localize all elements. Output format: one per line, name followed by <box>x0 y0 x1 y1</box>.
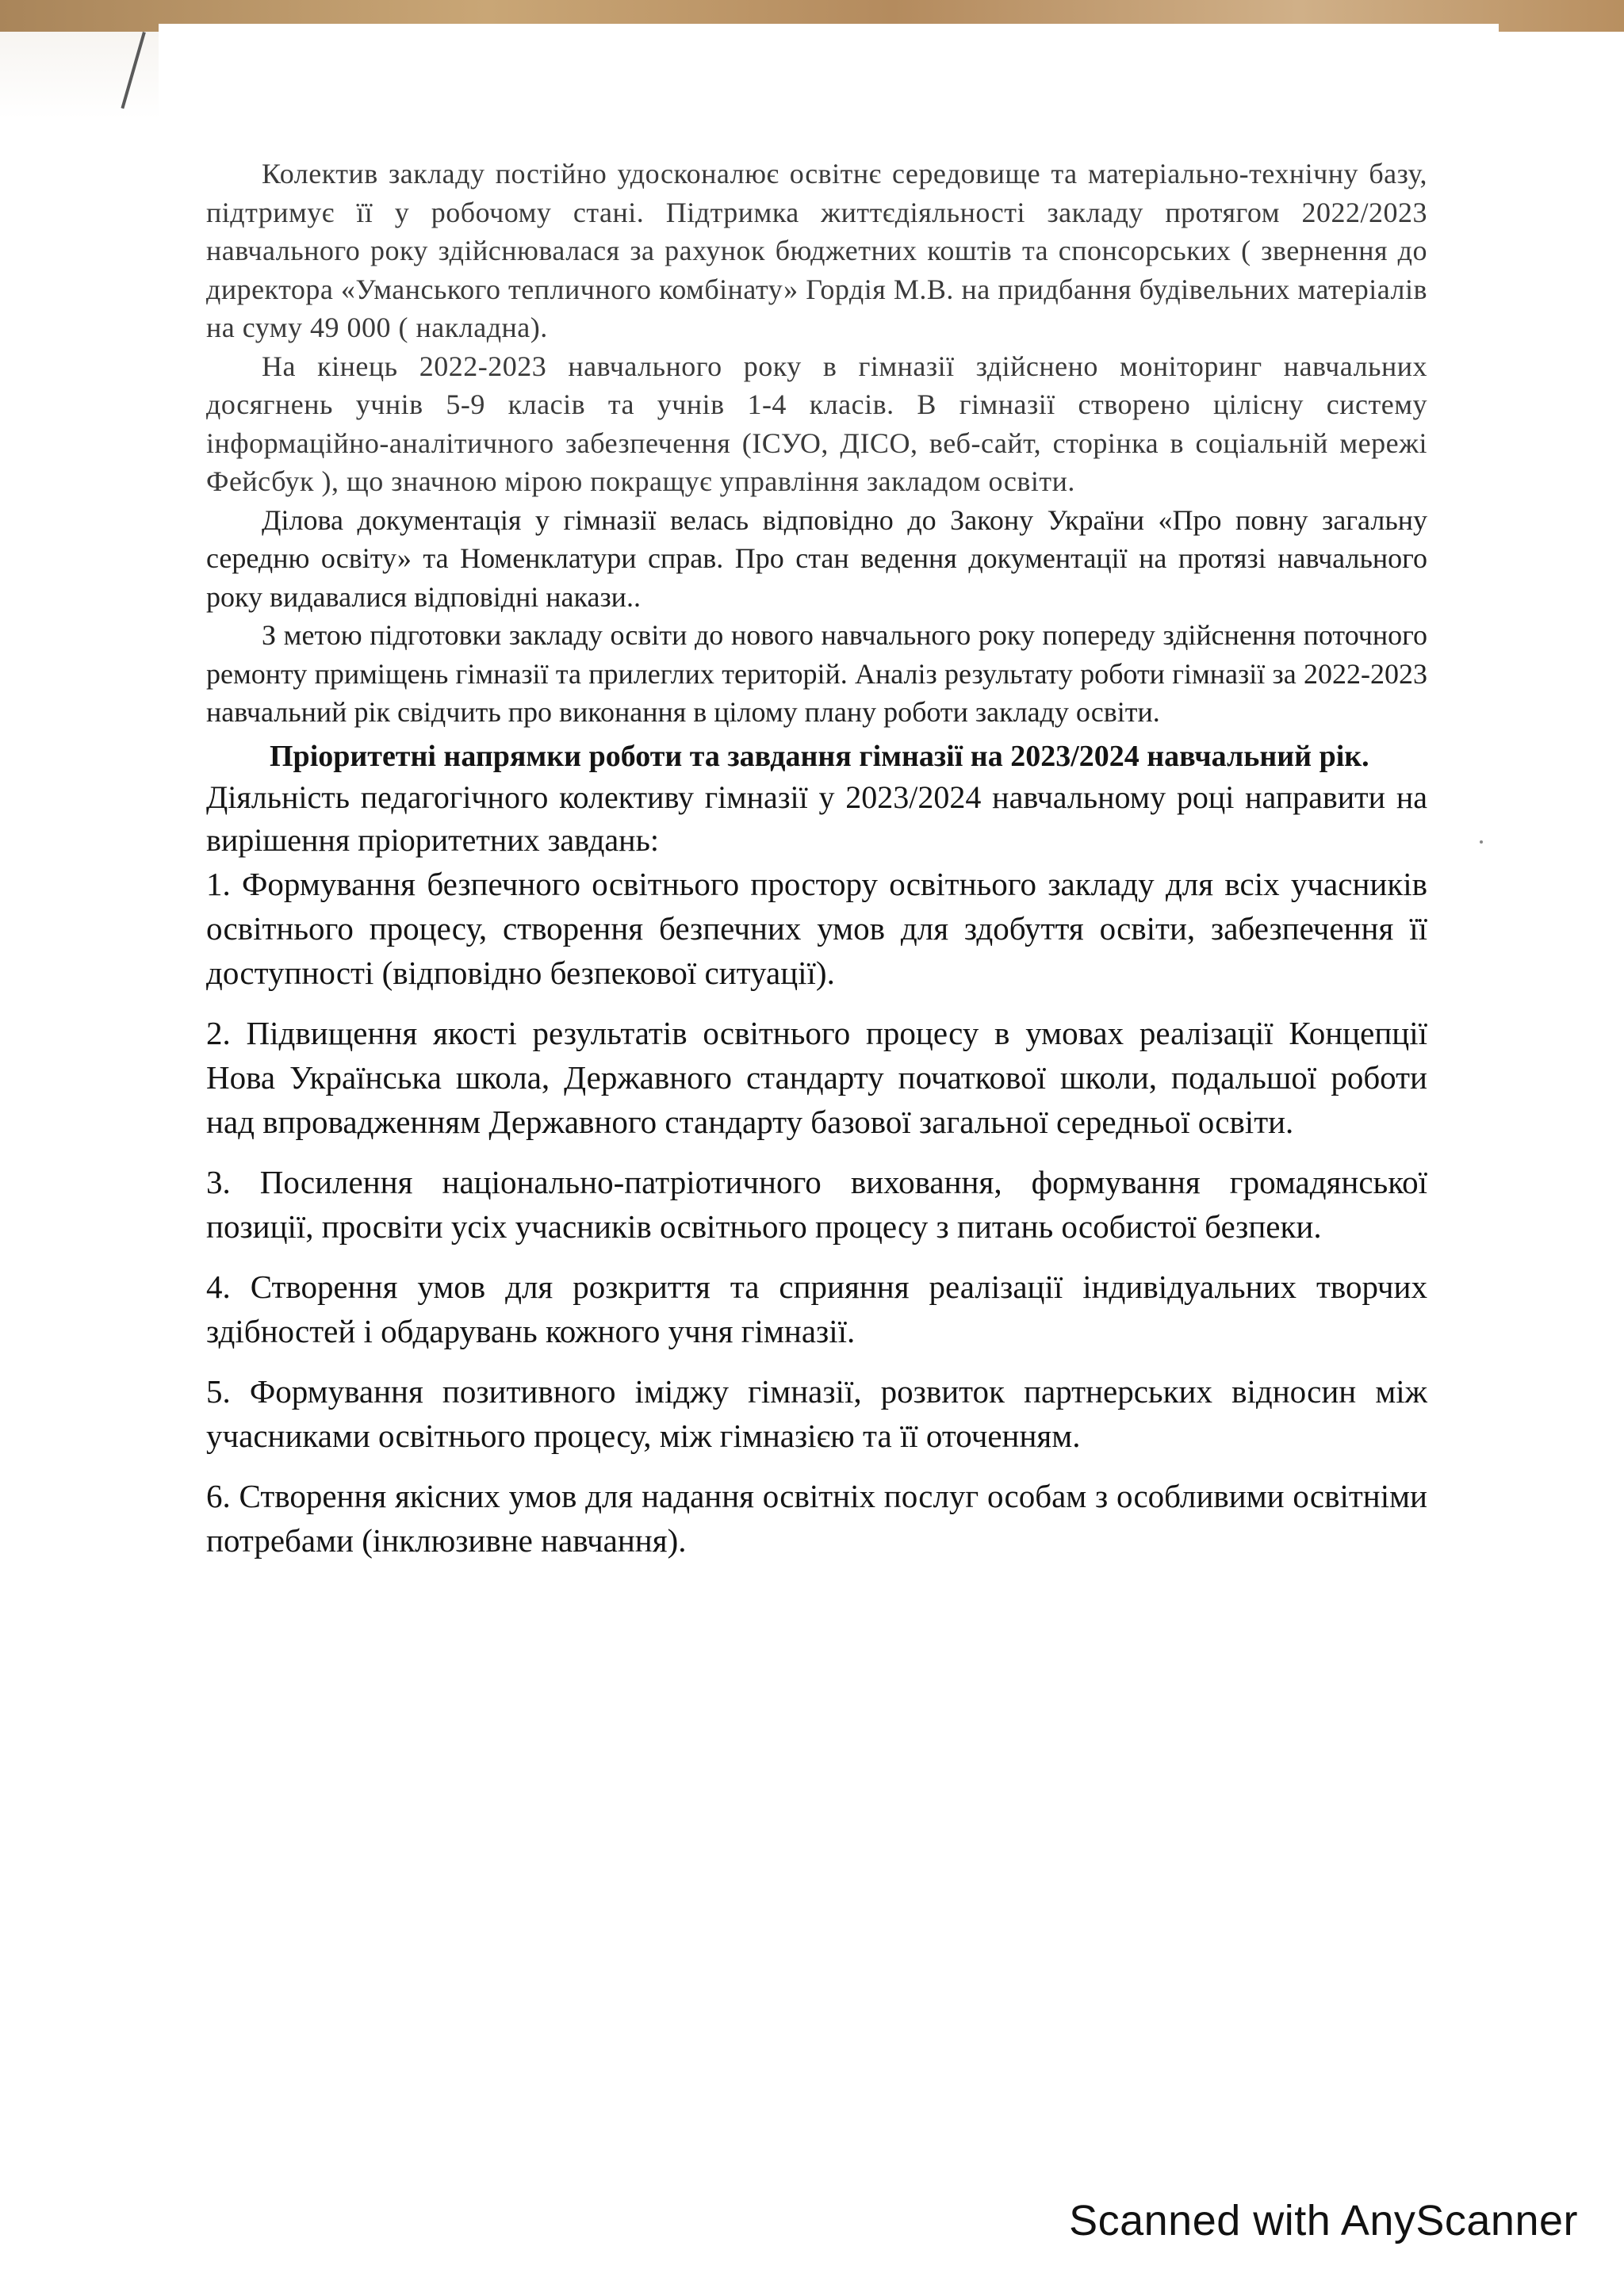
priority-item-3: 3. Посилення національно-патріотичного виховання, формування громадянської позиції, просвіти усіх учасників освітнього процесу з питань особистої безпеки. <box>206 1163 1427 1245</box>
lead-paragraph: Діяльність педагогічного колективу гімназії у 2023/2024 навчальному році направити на вирішення пріоритетних завдань: <box>206 779 1427 858</box>
priority-item-2: 2. Підвищення якості результатів освітнього процесу в умовах реалізації Концепції Нова Українська школа, Державного стандарту початкової школи, подальшої роботи над впровадженням Державного стандарту базової загальної середньої освіти. <box>206 1014 1427 1140</box>
paragraph-documentation: Ділова документація у гімназії велась відповідно до Закону України «Про повну загальну середню освіту» та Номенклатури справ. Про стан ведення документації на протязі навчального року видавалися відповідні накази.. <box>206 503 1427 613</box>
document-body <box>206 155 1427 1563</box>
priority-item-5: 5. Формування позитивного іміджу гімназії, розвиток партнерських відносин між учасниками освітнього процесу, між гімназією та її оточенням. <box>206 1372 1427 1454</box>
paragraph-preparation: З метою підготовки закладу освіти до нового навчального року попереду здійснення поточного ремонту приміщень гімназії та прилеглих територій. Аналіз результату роботи гімназії за 2022-2023 навчальний рік свідчить про виконання в цілому плану роботи закладу освіти. <box>206 619 1427 728</box>
section-heading: Пріоритетні напрямки роботи та завдання гімназії на 2023/2024 навчальний рік. <box>270 739 1369 773</box>
priority-item-6: 6. Створення якісних умов для надання освітніх послуг особам з особливими освітніми потребами (інклюзивне навчання). <box>206 1477 1427 1559</box>
paragraph-material-base: Колектив закладу постійно удосконалює освітнє середовище та матеріально-технічну базу, підтримує її у робочому стані. Підтримка життєдіяльності закладу протягом 2022/2023 навчального року здійснювалася за рахунок бюджетних коштів та спонсорських ( звернення до директора «Уманського тепличного комбінату» Гордія М.В. на придбання будівельних матеріалів на суму 49 000 ( накладна). <box>206 158 1427 343</box>
priority-item-4: 4. Створення умов для розкриття та сприяння реалізації індивідуальних творчих здібностей і обдарувань кожного учня гімназії. <box>206 1268 1427 1349</box>
scan-speck <box>1480 840 1483 844</box>
paragraph-monitoring: На кінець 2022-2023 навчального року в гімназії здійснено моніторинг навчальних досягнень учнів 5-9 класів та учнів 1-4 класів. В гімназії створено цілісну систему інформаційно-аналітичного забезпечення (ІСУО, ДІСО, веб-сайт, сторінка в соціальній мережі Фейсбук ), що значною мірою покращує управління закладом освіти. <box>206 350 1427 497</box>
scanner-watermark: Scanned with AnyScanner <box>1069 2197 1578 2244</box>
priority-item-1: 1. Формування безпечного освітнього простору освітнього закладу для всіх учасників освітнього процесу, створення безпечних умов для здобуття освіти, забезпечення її доступності (відповідно безпекової ситуації). <box>206 865 1427 991</box>
